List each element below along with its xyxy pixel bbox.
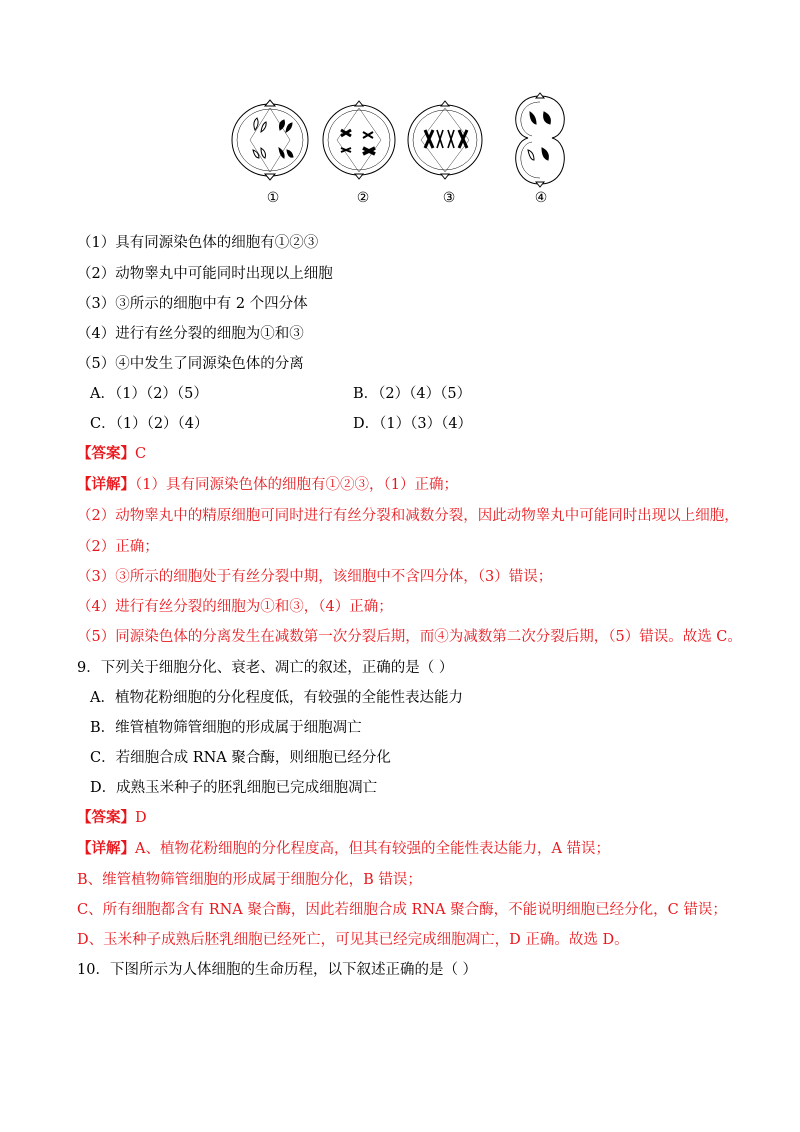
caption-1: ① <box>266 190 280 206</box>
cell-3-diagram <box>408 101 482 179</box>
q9-stem: 9．下列关于细胞分化、衰老、凋亡的叙述，正确的是（ ） <box>77 660 454 676</box>
q8-explain-2: （2）动物睾丸中的精原细胞可同时进行有丝分裂和减数分裂，因此动物睾丸中可能同时出现以上细胞， <box>77 508 739 524</box>
explain-text: A、植物花粉细胞的分化程度高，但其有较强的全能性表达能力，A 错误； <box>135 841 611 857</box>
q9-option-a: A．植物花粉细胞的分化程度低，有较强的全能性表达能力 <box>90 690 463 706</box>
q9-explain-4: D、玉米种子成熟后胚乳细胞已经死亡，可见其已经完成细胞凋亡，D 正确。故选 D。 <box>77 932 629 948</box>
q9-option-b: B．维管植物筛管细胞的形成属于细胞凋亡 <box>90 720 362 736</box>
answer-value: D <box>135 810 147 826</box>
q8-statement-3: （3）③所示的细胞中有 2 个四分体 <box>77 296 308 312</box>
q10-stem: 10．下图所示为人体细胞的生命历程，以下叙述正确的是（ ） <box>77 962 478 978</box>
q8-option-c: C．（1）（2）（4） <box>90 416 209 432</box>
q8-explain-3: （2）正确； <box>77 539 159 555</box>
q8-explain-5: （4）进行有丝分裂的细胞为①和③，（4）正确； <box>77 599 393 615</box>
explain-tag: 【详解】 <box>77 840 135 857</box>
q8-statement-1: （1）具有同源染色体的细胞有①②③ <box>77 235 319 251</box>
cell-diagrams <box>225 90 575 190</box>
q9-explain-3: C、所有细胞都含有 RNA 聚合酶，因此若细胞合成 RNA 聚合酶，不能说明细胞已经分化，C 错误； <box>77 902 727 918</box>
explain-text: （1）具有同源染色体的细胞有①②③，（1）正确； <box>135 477 458 493</box>
cell-2-diagram <box>323 101 395 179</box>
cell-1-diagram <box>232 100 308 180</box>
q8-statement-2: （2）动物睾丸中可能同时出现以上细胞 <box>77 266 333 282</box>
q8-option-b: B．（2）（4）（5） <box>353 386 472 402</box>
q8-statement-5: （5）④中发生了同源染色体的分离 <box>77 356 304 372</box>
q8-explain-1 <box>77 475 458 495</box>
explain-tag: 【详解】 <box>77 476 135 493</box>
q9-option-c: C．若细胞合成 RNA 聚合酶，则细胞已经分化 <box>90 750 391 766</box>
q9-answer <box>77 808 147 828</box>
q9-explain-2: B、维管植物筛管细胞的形成属于细胞分化，B 错误； <box>77 872 422 888</box>
answer-value: C <box>135 446 147 462</box>
cell-4-diagram <box>516 93 565 187</box>
cell-division-figure <box>225 90 575 210</box>
caption-2: ② <box>356 190 370 206</box>
q9-explain-1 <box>77 839 610 859</box>
caption-3: ③ <box>442 190 456 206</box>
q9-option-d: D．成熟玉米种子的胚乳细胞已完成细胞凋亡 <box>90 780 378 796</box>
q8-explain-6: （5）同源染色体的分离发生在减数第一次分裂后期，而④为减数第二次分裂后期，（5）错误。故选 C。 <box>77 629 742 645</box>
q8-statement-4: （4）进行有丝分裂的细胞为①和③ <box>77 326 304 342</box>
caption-4: ④ <box>534 190 548 206</box>
q8-answer <box>77 444 146 464</box>
answer-tag: 【答案】 <box>77 809 135 826</box>
q8-option-d: D．（1）（3）（4） <box>353 416 473 432</box>
q8-option-a: A．（1）（2）（5） <box>90 386 208 402</box>
q8-explain-4: （3）③所示的细胞处于有丝分裂中期，该细胞中不含四分体，（3）错误； <box>77 569 553 585</box>
answer-tag: 【答案】 <box>77 445 135 462</box>
